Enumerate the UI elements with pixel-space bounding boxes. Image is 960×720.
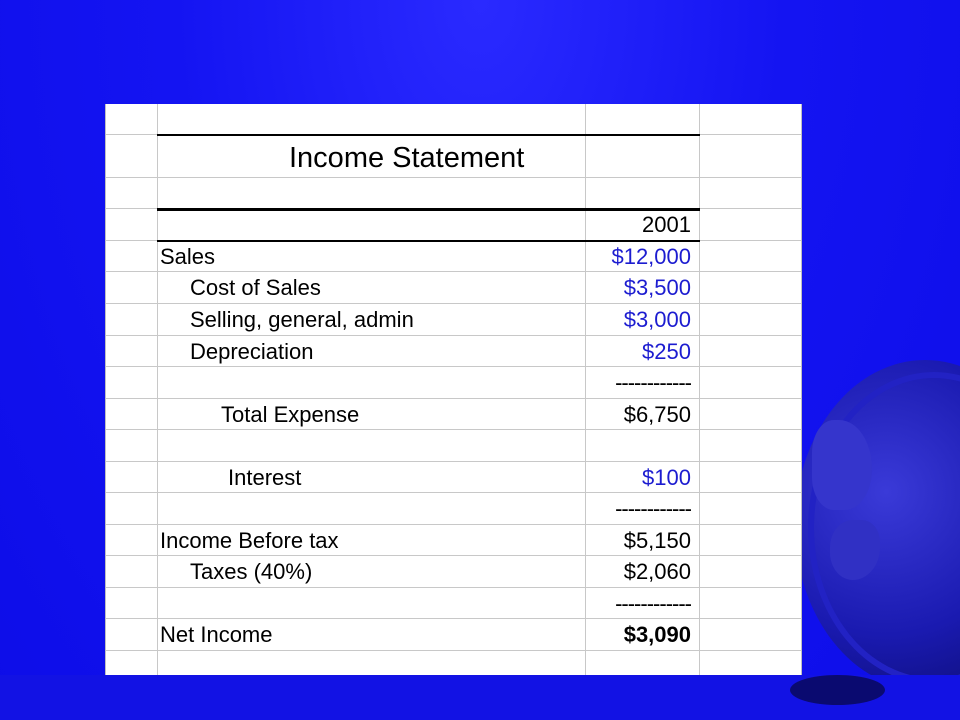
depreciation-label: Depreciation — [190, 339, 314, 364]
grid-line — [106, 461, 801, 462]
title-top-border — [157, 134, 700, 136]
separator: ------------ — [615, 591, 691, 616]
grid-line — [157, 104, 158, 675]
sales-value: $12,000 — [611, 244, 691, 269]
grid-line — [106, 177, 801, 178]
spreadsheet — [105, 104, 802, 675]
grid-line — [106, 650, 801, 651]
separator: ------------ — [615, 496, 691, 521]
separator: ------------ — [615, 370, 691, 395]
income-before-tax-label: Income Before tax — [160, 528, 339, 553]
total-expense-label: Total Expense — [221, 402, 360, 427]
grid-line — [106, 587, 801, 588]
taxes-label: Taxes (40%) — [190, 559, 313, 584]
depreciation-value: $250 — [642, 339, 691, 364]
globe-shadow — [790, 675, 885, 705]
total-expense-value: $6,750 — [623, 402, 691, 427]
grid-line — [106, 429, 801, 430]
grid-line — [699, 104, 700, 675]
cost-of-sales-value: $3,500 — [623, 275, 691, 300]
net-income-label: Net Income — [160, 622, 273, 647]
grid-line — [106, 398, 801, 399]
grid-line — [106, 492, 801, 493]
taxes-value: $2,060 — [623, 559, 691, 584]
interest-value: $100 — [642, 465, 691, 490]
sga-label: Selling, general, admin — [190, 307, 414, 332]
interest-label: Interest — [228, 465, 302, 490]
cost-of-sales-label: Cost of Sales — [190, 275, 321, 300]
page-title: Income Statement — [289, 142, 525, 174]
sales-label: Sales — [160, 244, 216, 269]
sga-value: $3,000 — [623, 307, 691, 332]
net-income-value: $3,090 — [623, 622, 691, 647]
income-before-tax-value: $5,150 — [623, 528, 691, 553]
year-header: 2001 — [642, 212, 691, 237]
